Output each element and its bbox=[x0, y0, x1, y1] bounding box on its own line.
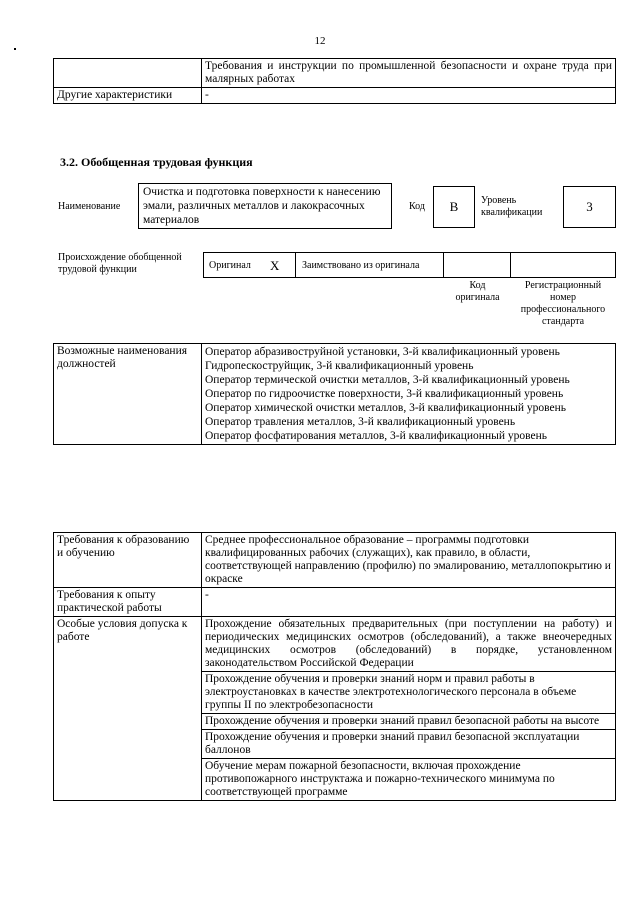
position-item: Оператор химической очистки металлов, 3-й квалификационный уровень bbox=[205, 402, 566, 414]
position-item: Оператор абразивоструйной установки, 3-й квалификационный уровень bbox=[205, 346, 560, 358]
level-value-box bbox=[563, 186, 616, 228]
position-item: Оператор термической очистки металлов, 3-й квалификационный уровень bbox=[205, 374, 570, 386]
other-characteristics-label: Другие характеристики bbox=[54, 88, 202, 104]
code-label: Код bbox=[409, 201, 425, 212]
level-value: 3 bbox=[586, 199, 593, 214]
condition-item: Прохождение обучения и проверки знаний правил безопасной работы на высоте bbox=[202, 714, 616, 730]
top-table bbox=[53, 58, 616, 104]
position-item: Оператор фосфатирования металлов, 3-й квалификационный уровень bbox=[205, 430, 547, 442]
page-number: 12 bbox=[314, 35, 326, 47]
requirements-table bbox=[53, 532, 616, 801]
code-value-box bbox=[433, 186, 475, 228]
name-value: Очистка и подготовка поверхности к нанесению эмали, различных металлов и лакокрасочных материалов bbox=[143, 186, 381, 226]
level-label: Уровень квалификации bbox=[481, 195, 543, 218]
original-cell bbox=[204, 253, 296, 277]
section-title: 3.2. Обобщенная трудовая функция bbox=[60, 155, 253, 169]
origin-box bbox=[203, 252, 616, 278]
reg-number-cell bbox=[511, 253, 615, 277]
condition-item: Прохождение обязательных предварительных (при поступлении на работу) и периодических медицинских осмотров (обследований), а также внеочередных медицинских осмотров (обследований) в порядке, установленном законодательством Российской Федерации bbox=[202, 617, 616, 672]
reg-number-caption: Регистрационный номер профессионального стандарта bbox=[520, 280, 606, 327]
positions-label: Возможные наименования должностей bbox=[54, 344, 202, 445]
experience-label: Требования к опыту практической работы bbox=[54, 588, 202, 617]
experience-value: - bbox=[202, 588, 616, 617]
education-label: Требования к образованию и обучению bbox=[54, 533, 202, 588]
top-table-empty-cell bbox=[54, 59, 202, 88]
education-value: Среднее профессиональное образование – программы подготовки квалифицированных рабочих (служащих), как правило, в области, соответствующей направлению (профилю) по эмалированию, металлопокрытию и окраске bbox=[202, 533, 616, 588]
name-value-box bbox=[138, 183, 392, 229]
top-table-requirements-text: Требования и инструкции по промышленной безопасности и охране труда при малярных работах bbox=[202, 59, 616, 88]
other-characteristics-value: - bbox=[202, 88, 616, 104]
condition-item: Обучение мерам пожарной безопасности, включая прохождение противопожарного инструктажа и пожарно-технического минимума по соответствующей программе bbox=[202, 759, 616, 801]
position-item: Оператор по гидроочистке поверхности, 3-й квалификационный уровень bbox=[205, 388, 564, 400]
name-label: Наименование bbox=[58, 201, 121, 212]
origin-label: Происхождение обобщенной трудовой функции bbox=[58, 252, 182, 275]
condition-item: Прохождение обучения и проверки знаний норм и правил работы в электроустановках в качестве электротехнологического персонала в объеме группы II по электробезопасности bbox=[202, 672, 616, 714]
borrowed-label: Заимствовано из оригинала bbox=[302, 260, 420, 271]
code-value: B bbox=[449, 199, 459, 214]
borrowed-cell bbox=[296, 253, 444, 277]
original-label: Оригинал bbox=[209, 260, 251, 271]
position-item: Оператор травления металлов, 3-й квалификационный уровень bbox=[205, 416, 516, 428]
positions-table bbox=[53, 343, 616, 445]
position-item: Гидропескоструйщик, 3-й квалификационный уровень bbox=[205, 360, 474, 372]
special-conditions-label: Особые условия допуска к работе bbox=[54, 617, 202, 801]
condition-item: Прохождение обучения и проверки знаний правил безопасной эксплуатации баллонов bbox=[202, 730, 616, 759]
positions-list bbox=[202, 344, 616, 445]
origin-code-caption: Код оригинала bbox=[455, 280, 500, 303]
original-mark: X bbox=[270, 258, 280, 273]
scan-speck bbox=[14, 48, 16, 50]
origin-code-cell bbox=[444, 253, 511, 277]
